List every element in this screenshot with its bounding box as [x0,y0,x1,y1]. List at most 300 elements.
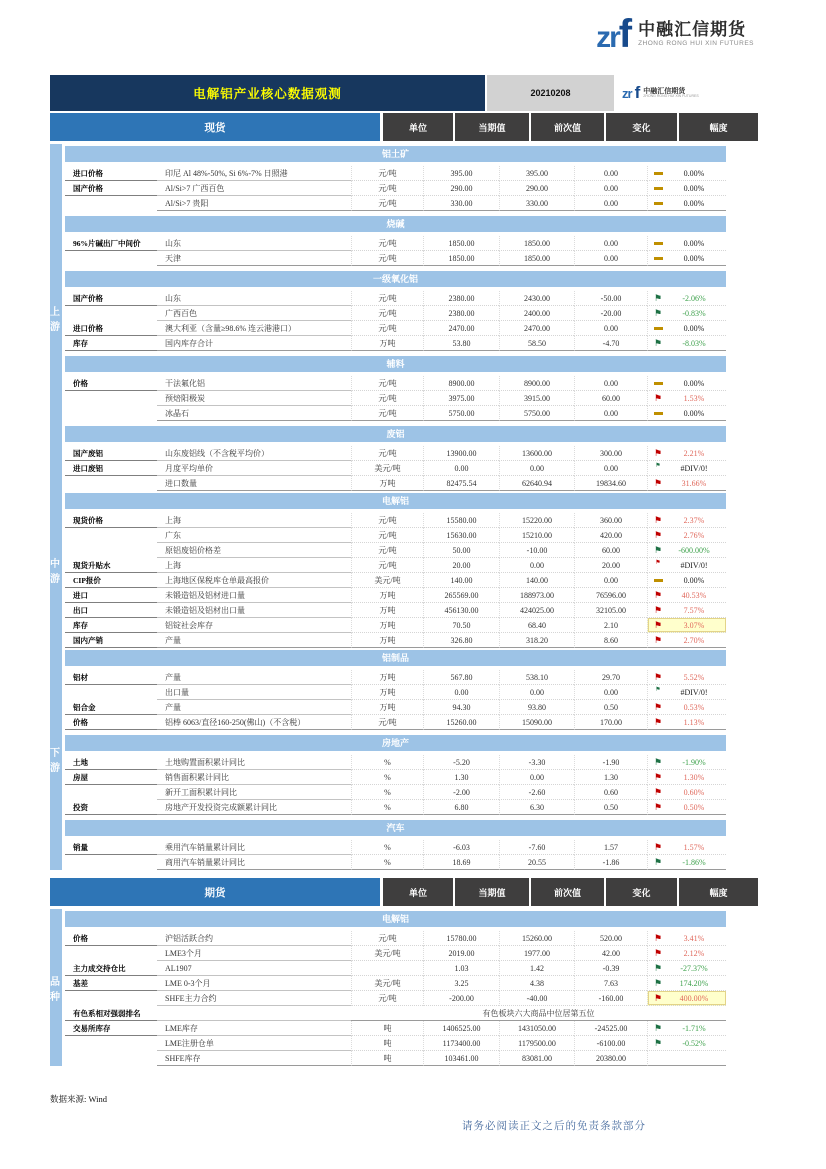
down-flag-icon: ⚑ [653,307,663,318]
pct-value: #DIV/0! [680,687,708,697]
change-cell: 0.50 [574,800,647,815]
pct-value: 0.60% [683,787,705,797]
change-cell: 29.70 [574,670,647,685]
description-cell: 房地产开发投资完成额累计同比 [157,800,351,815]
unit-cell: 吨 [351,1051,423,1066]
up-flag-icon: ⚑ [653,671,663,682]
current-value-cell: 140.00 [423,573,499,588]
unit-cell: 元/吨 [351,715,423,730]
previous-value-cell: 330.00 [499,196,574,211]
table-header-row [50,113,726,141]
unit-cell: % [351,755,423,770]
trend-icon-wrap [648,800,668,815]
category-cell: 土地 [65,755,157,770]
category-cell: 价格 [65,931,157,946]
section-header: 铝土矿 [65,146,726,162]
change-cell: 170.00 [574,715,647,730]
unit-cell: % [351,770,423,785]
category-cell: 销量 [65,840,157,855]
change-cell: 20380.00 [574,1051,647,1066]
category-cell [65,1051,157,1066]
category-cell: 进口价格 [65,166,157,181]
previous-value-cell: 68.40 [499,618,574,633]
table-row [65,336,726,351]
current-value-cell: 395.00 [423,166,499,181]
category-cell: 主力成交持仓比 [65,961,157,976]
table-row [65,931,726,946]
pct-value: 0.00% [683,168,705,178]
logo-f: f [618,12,633,56]
previous-value-cell: 538.10 [499,670,574,685]
column-header: 变化 [606,113,679,141]
table-row [65,446,726,461]
category-cell [65,785,157,800]
pct-value: 0.00% [683,575,705,585]
table-row [65,770,726,785]
trend-icon-wrap [648,961,668,976]
pct-cell [647,528,726,543]
pct-cell [647,446,726,461]
no-change-dash-icon [654,257,663,260]
change-cell: 8.60 [574,633,647,648]
unit-cell: 美元/吨 [351,461,423,476]
pct-value: 0.00% [683,183,705,193]
unit-cell: 万吨 [351,685,423,700]
trend-icon-wrap [648,991,668,1006]
pct-value: 2.70% [683,635,705,645]
previous-value-cell: 15220.00 [499,513,574,528]
pct-cell [647,976,726,991]
pct-cell [647,251,726,266]
current-value-cell: 290.00 [423,181,499,196]
company-name-small: 中融汇信期货 [643,87,686,95]
current-value-cell: 103461.00 [423,1051,499,1066]
current-value-cell: 1173400.00 [423,1036,499,1051]
unit-cell: 元/吨 [351,196,423,211]
table-row [65,588,726,603]
up-flag-icon: ⚑ [653,947,663,958]
category-cell: 库存 [65,618,157,633]
pct-value: -1.71% [682,1023,706,1033]
pct-cell [647,633,726,648]
category-cell: 铝材 [65,670,157,685]
up-flag-icon: ⚑ [653,841,663,852]
trend-icon-wrap [648,770,668,785]
unit-cell: 万吨 [351,588,423,603]
description-cell: 广西百色 [157,306,351,321]
pct-value: -8.03% [682,338,706,348]
up-flag-icon: ⚑ [655,559,661,566]
description-cell: 上海 [157,558,351,573]
category-cell: 房屋 [65,770,157,785]
description-cell: 产量 [157,700,351,715]
trend-icon-wrap [648,1021,668,1036]
trend-icon-wrap [648,236,668,251]
table-row [65,603,726,618]
change-cell: 0.00 [574,196,647,211]
trend-icon-wrap [648,715,668,730]
pct-cell [647,181,726,196]
category-cell: 基差 [65,976,157,991]
unit-cell: 吨 [351,1021,423,1036]
section-header: 烧碱 [65,216,726,232]
logo-f-small: f [634,83,641,102]
unit-cell: 元/吨 [351,406,423,421]
current-value-cell: 20.00 [423,558,499,573]
change-cell: 32105.00 [574,603,647,618]
description-cell: 进口数量 [157,476,351,491]
pct-value: 0.00% [683,408,705,418]
up-flag-icon: ⚑ [653,447,663,458]
table-row [65,306,726,321]
no-change-dash-icon [654,242,663,245]
trend-icon-wrap [648,376,668,391]
description-cell: 乘用汽车销量累计同比 [157,840,351,855]
table-row [65,291,726,306]
trend-icon-wrap [648,251,668,266]
table-row [65,633,726,648]
table-row [65,558,726,573]
current-value-cell: 567.80 [423,670,499,685]
section-header: 废铝 [65,426,726,442]
unit-cell: 元/吨 [351,376,423,391]
previous-value-cell: 395.00 [499,166,574,181]
change-cell: -160.00 [574,991,647,1006]
current-value-cell: 0.00 [423,685,499,700]
logo-mark [596,14,632,54]
trend-icon-wrap [648,855,668,870]
pct-value: 0.00% [683,323,705,333]
stage-label: 上游 [50,144,62,491]
trend-icon-wrap [648,166,668,181]
pct-value: #DIV/0! [680,463,708,473]
unit-cell: 元/吨 [351,291,423,306]
current-value-cell: 15780.00 [423,931,499,946]
description-cell: 广东 [157,528,351,543]
current-value-cell: -200.00 [423,991,499,1006]
current-value-cell: 2380.00 [423,306,499,321]
pct-value: 2.37% [683,515,705,525]
table-row [65,715,726,730]
description-cell: 月度平均单价 [157,461,351,476]
table-row [65,461,726,476]
description-cell: Al/Si>7 贵阳 [157,196,351,211]
trend-icon-wrap [648,543,668,558]
previous-value-cell: 6.30 [499,800,574,815]
current-value-cell: 50.00 [423,543,499,558]
change-cell: 0.00 [574,181,647,196]
change-cell: 0.50 [574,700,647,715]
previous-value-cell: 0.00 [499,770,574,785]
column-header: 变化 [606,878,679,906]
category-cell: 进口废铝 [65,461,157,476]
table-row [65,800,726,815]
pct-cell [647,1051,726,1066]
table-row [65,755,726,770]
category-cell [65,543,157,558]
current-value-cell: 0.00 [423,461,499,476]
unit-cell: 美元/吨 [351,573,423,588]
previous-value-cell: 1977.00 [499,946,574,961]
stage-label: 品种 [50,909,62,1066]
no-change-dash-icon [654,382,663,385]
pct-cell [647,670,726,685]
spot-table-label: 现货 [50,113,383,141]
pct-value: -0.83% [682,308,706,318]
company-name-en-small: ZHONG RONG HUI XIN FUTURES [643,93,699,98]
pct-cell [647,166,726,181]
up-flag-icon: ⚑ [653,477,663,488]
unit-cell: 吨 [351,1036,423,1051]
trend-icon-wrap [648,670,668,685]
table-row [65,181,726,196]
current-value-cell: 2380.00 [423,291,499,306]
pct-cell [647,391,726,406]
current-value-cell: 265569.00 [423,588,499,603]
trend-icon-wrap [648,573,668,588]
table-row [65,166,726,181]
spot-table [50,113,726,870]
category-cell [65,406,157,421]
pct-value: 0.00% [683,238,705,248]
up-flag-icon: ⚑ [653,932,663,943]
change-cell: -4.70 [574,336,647,351]
previous-value-cell: 1850.00 [499,251,574,266]
unit-cell: 元/吨 [351,391,423,406]
unit-cell [351,961,423,976]
unit-cell: 万吨 [351,670,423,685]
pct-cell [647,476,726,491]
table-row [65,528,726,543]
title-bar [50,75,726,111]
change-cell: 7.63 [574,976,647,991]
data-tables [50,113,726,1066]
pct-value: -1.86% [682,857,706,867]
category-cell [65,251,157,266]
category-cell [65,946,157,961]
change-cell: 42.00 [574,946,647,961]
down-flag-icon: ⚑ [655,462,661,469]
current-value-cell: 1406525.00 [423,1021,499,1036]
pct-cell [647,1036,726,1051]
stage-content [65,491,726,648]
span-note-cell: 有色板块六大商品中位居第五位 [351,1006,726,1021]
table-row [65,685,726,700]
current-value-cell: 3975.00 [423,391,499,406]
category-cell: 国内产销 [65,633,157,648]
previous-value-cell: 8900.00 [499,376,574,391]
description-cell: 产量 [157,633,351,648]
column-header: 当期值 [455,113,531,141]
section-header: 电解铝 [65,493,726,509]
category-cell [65,1036,157,1051]
up-flag-icon: ⚑ [653,604,663,615]
table-header-row [50,878,726,906]
pct-cell [647,1021,726,1036]
current-value-cell: 456130.00 [423,603,499,618]
current-value-cell: 330.00 [423,196,499,211]
category-cell: 价格 [65,376,157,391]
previous-value-cell: 4.38 [499,976,574,991]
trend-icon-wrap [648,528,668,543]
unit-cell: % [351,840,423,855]
previous-value-cell: 188973.00 [499,588,574,603]
pct-value: -0.52% [682,1038,706,1048]
change-cell: 0.00 [574,406,647,421]
no-change-dash-icon [654,327,663,330]
previous-value-cell: 318.20 [499,633,574,648]
pct-cell [647,603,726,618]
column-header: 幅度 [679,878,758,906]
table-row [65,991,726,1006]
previous-value-cell: -7.60 [499,840,574,855]
description-cell: 天津 [157,251,351,266]
stage-row [50,491,726,648]
category-cell: 投资 [65,800,157,815]
change-cell: 0.00 [574,376,647,391]
pct-cell [647,406,726,421]
down-flag-icon: ⚑ [653,977,663,988]
change-cell: -50.00 [574,291,647,306]
trend-icon-wrap [648,476,668,491]
column-header: 单位 [383,113,455,141]
current-value-cell: 15580.00 [423,513,499,528]
previous-value-cell: 0.00 [499,685,574,700]
category-cell: 库存 [65,336,157,351]
category-cell: 国产价格 [65,291,157,306]
up-flag-icon: ⚑ [653,771,663,782]
up-flag-icon: ⚑ [653,619,663,630]
category-cell [65,306,157,321]
current-value-cell: 326.80 [423,633,499,648]
pct-cell [647,588,726,603]
logo-zr-small: zr [622,85,632,101]
pct-cell [647,755,726,770]
trend-icon-wrap [648,976,668,991]
table-row [65,700,726,715]
down-flag-icon: ⚑ [655,686,661,693]
table-row [65,946,726,961]
description-cell: 铝锭社会库存 [157,618,351,633]
unit-cell: 元/吨 [351,321,423,336]
pct-cell [647,855,726,870]
pct-cell [647,618,726,633]
company-name-en: ZHONG RONG HUI XIN FUTURES [638,39,754,47]
trend-icon-wrap [648,785,668,800]
previous-value-cell: 1431050.00 [499,1021,574,1036]
current-value-cell: 94.30 [423,700,499,715]
change-cell: -1.90 [574,755,647,770]
pct-cell [647,961,726,976]
stage-row [50,909,726,1066]
no-change-dash-icon [654,412,663,415]
unit-cell: 万吨 [351,633,423,648]
previous-value-cell: 83081.00 [499,1051,574,1066]
table-row [65,961,726,976]
current-value-cell: 2470.00 [423,321,499,336]
table-row [65,251,726,266]
pct-value: 31.66% [681,478,707,488]
pct-value: 400.00% [679,993,709,1003]
description-cell: 商用汽车销量累计同比 [157,855,351,870]
current-value-cell: -6.03 [423,840,499,855]
description-cell: 冰晶石 [157,406,351,421]
unit-cell: % [351,855,423,870]
pct-cell [647,196,726,211]
unit-cell: 元/吨 [351,931,423,946]
futures-table [50,878,726,1066]
description-cell: LME注册仓单 [157,1036,351,1051]
unit-cell: 元/吨 [351,558,423,573]
change-cell: -1.86 [574,855,647,870]
current-value-cell: 3.25 [423,976,499,991]
pct-value: 0.00% [683,198,705,208]
description-cell: 土地购置面积累计同比 [157,755,351,770]
pct-cell [647,770,726,785]
change-cell: 420.00 [574,528,647,543]
trend-icon-wrap [648,461,668,476]
trend-icon-wrap [648,685,668,700]
current-value-cell: 70.50 [423,618,499,633]
previous-value-cell: 1850.00 [499,236,574,251]
description-cell: 山东废铝线（不含税平均价） [157,446,351,461]
up-flag-icon: ⚑ [653,801,663,812]
unit-cell: 元/吨 [351,236,423,251]
futures-table-label: 期货 [50,878,383,906]
description-cell: 未锻造铝及铝材出口量 [157,603,351,618]
change-cell: 0.00 [574,573,647,588]
trend-icon-wrap [648,336,668,351]
pct-cell [647,306,726,321]
current-value-cell: 1850.00 [423,251,499,266]
table-row [65,321,726,336]
pct-value: 0.50% [683,802,705,812]
change-cell: 0.00 [574,461,647,476]
current-value-cell: 13900.00 [423,446,499,461]
pct-cell [647,558,726,573]
current-value-cell: -2.00 [423,785,499,800]
up-flag-icon: ⚑ [653,529,663,540]
description-cell [157,1006,351,1021]
description-cell: 上海 [157,513,351,528]
stage-content [65,648,726,870]
table-row [65,976,726,991]
up-flag-icon: ⚑ [653,514,663,525]
current-value-cell: 15630.00 [423,528,499,543]
unit-cell: 元/吨 [351,543,423,558]
trend-icon-wrap [648,755,668,770]
previous-value-cell: 2470.00 [499,321,574,336]
stage-content [65,909,726,1066]
pct-cell [647,573,726,588]
pct-cell [647,785,726,800]
previous-value-cell: -10.00 [499,543,574,558]
previous-value-cell: 15260.00 [499,931,574,946]
current-value-cell: 6.80 [423,800,499,815]
down-flag-icon: ⚑ [653,292,663,303]
trend-icon-wrap [648,513,668,528]
pct-value: 3.41% [683,933,705,943]
description-cell: 国内库存合计 [157,336,351,351]
change-cell: -6100.00 [574,1036,647,1051]
description-cell: 山东 [157,291,351,306]
change-cell: -0.39 [574,961,647,976]
down-flag-icon: ⚑ [653,856,663,867]
unit-cell: 元/吨 [351,166,423,181]
pct-cell [647,321,726,336]
change-cell: 1.57 [574,840,647,855]
pct-value: 2.21% [683,448,705,458]
